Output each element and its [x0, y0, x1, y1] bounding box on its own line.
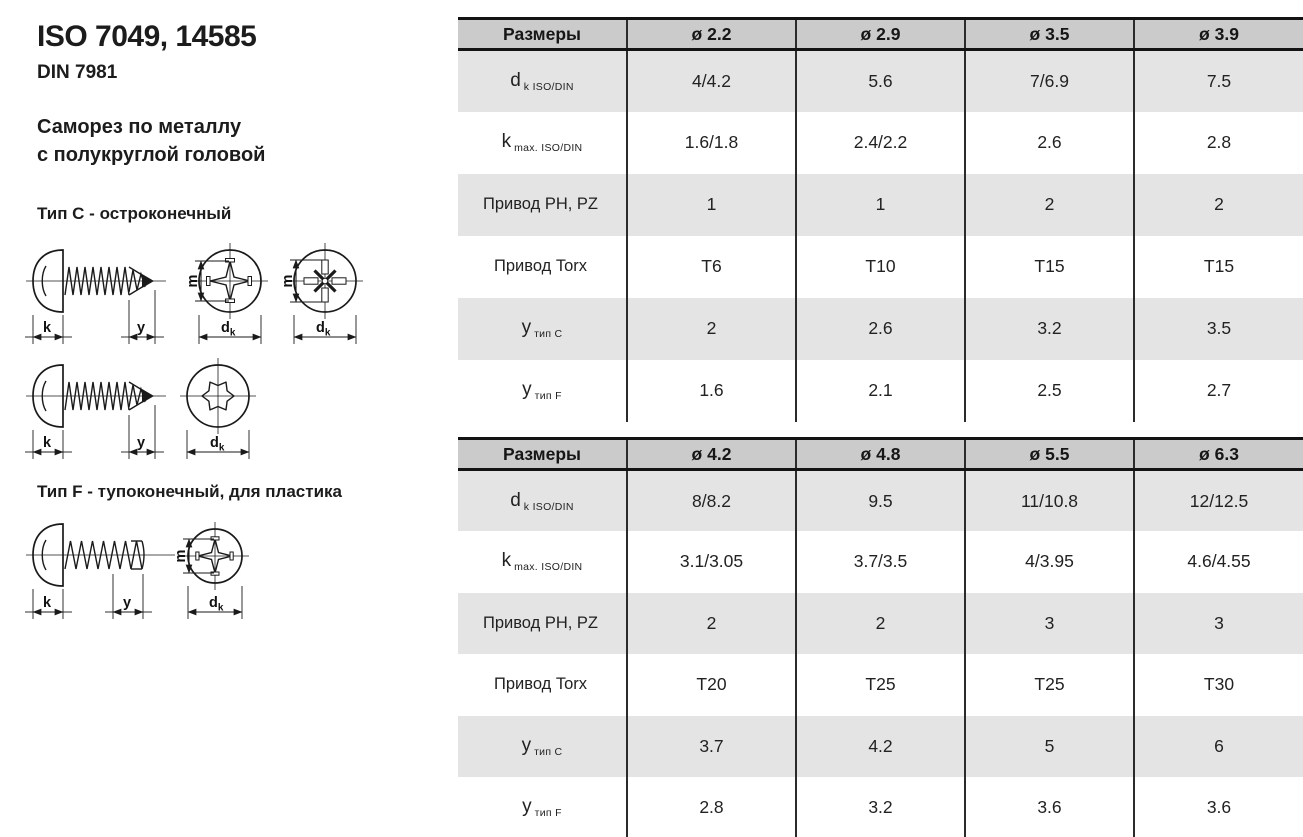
value-cell: 2.6	[965, 112, 1134, 174]
value-cell: 2	[627, 593, 796, 655]
dim-label-m: m	[280, 274, 296, 288]
row-label: Привод PH, PZ	[458, 174, 627, 236]
type-f-drawing	[25, 516, 250, 624]
row-label: Привод Torx	[458, 654, 627, 716]
dim-label-m: m	[185, 274, 201, 288]
header-diameter: ø 4.8	[796, 439, 965, 470]
dim-label-k: k	[43, 595, 52, 611]
dim-label-k: k	[43, 320, 52, 336]
dim-label-k: k	[43, 435, 52, 451]
value-cell: 9.5	[796, 470, 965, 532]
table-row-kmax	[458, 112, 1303, 174]
table-row-y-type-c	[458, 298, 1303, 360]
dimension-dk-pz	[294, 315, 356, 344]
row-label: d $_{k ISO/DIN}$	[458, 50, 627, 112]
value-cell: 3	[965, 593, 1134, 655]
table-header-row	[458, 19, 1303, 50]
value-cell: T25	[965, 654, 1134, 716]
row-label: k $_{max. ISO/DIN}$	[458, 112, 627, 174]
row-label: Привод Torx	[458, 236, 627, 298]
dim-label-y: y	[137, 320, 146, 336]
value-cell: 1.6	[627, 360, 796, 422]
header-sizes: Размеры	[458, 439, 627, 470]
blunt-screw-side-view-icon	[26, 524, 175, 586]
header-diameter: ø 3.5	[965, 19, 1134, 50]
row-label: Привод PH, PZ	[458, 593, 627, 655]
ph-recess-head-icon	[192, 243, 268, 319]
table-row-drive-torx	[458, 654, 1303, 716]
row-label: d $_{k ISO/DIN}$	[458, 470, 627, 532]
dim-label-m: m	[173, 549, 189, 563]
table-row-dk	[458, 470, 1303, 532]
page-title: ISO 7049, 14585	[37, 20, 257, 53]
value-cell: 2	[1134, 174, 1303, 236]
dimension-dk	[188, 586, 242, 619]
value-cell: 3.6	[1134, 777, 1303, 837]
dimensions-table-small	[458, 17, 1303, 422]
product-line2: с полукруглой головой	[37, 144, 266, 166]
dim-label-dk: $d_k$	[209, 595, 224, 614]
value-cell: 3.7	[627, 716, 796, 778]
value-cell: T6	[627, 236, 796, 298]
value-cell: 2.6	[796, 298, 965, 360]
table-row-y-type-f	[458, 777, 1303, 837]
product-line1: Саморез по металлу	[37, 116, 242, 138]
value-cell: 1	[627, 174, 796, 236]
value-cell: 4.2	[796, 716, 965, 778]
value-cell: 1	[796, 174, 965, 236]
row-label: у $_{тип C}$	[458, 716, 627, 778]
dim-label-dk: $d_k$	[221, 320, 236, 339]
value-cell: 8/8.2	[627, 470, 796, 532]
header-diameter: ø 4.2	[627, 439, 796, 470]
dim-label-y: y	[137, 435, 146, 451]
value-cell: 2	[627, 298, 796, 360]
value-cell: 1.6/1.8	[627, 112, 796, 174]
row-label: k $_{max. ISO/DIN}$	[458, 531, 627, 593]
value-cell: 2.7	[1134, 360, 1303, 422]
dimension-dk-torx	[187, 430, 249, 459]
table-header-row	[458, 439, 1303, 470]
value-cell: 7.5	[1134, 50, 1303, 112]
value-cell: 3.7/3.5	[796, 531, 965, 593]
header-diameter: ø 3.9	[1134, 19, 1303, 50]
type-f-heading: Тип F - тупоконечный, для пластика	[37, 482, 342, 501]
value-cell: 2.4/2.2	[796, 112, 965, 174]
table-row-drive-torx	[458, 236, 1303, 298]
row-label: у $_{тип F}$	[458, 360, 627, 422]
dim-label-dk: $d_k$	[210, 435, 225, 454]
ph-recess-head-icon	[181, 522, 249, 590]
value-cell: 2.1	[796, 360, 965, 422]
type-c-drawing-row1	[25, 240, 365, 355]
value-cell: T30	[1134, 654, 1303, 716]
table-row-drive-ph-pz	[458, 593, 1303, 655]
value-cell: 3.2	[965, 298, 1134, 360]
value-cell: 3.5	[1134, 298, 1303, 360]
table-row-drive-ph-pz	[458, 174, 1303, 236]
screw-side-view-icon	[26, 365, 166, 427]
value-cell: 3.1/3.05	[627, 531, 796, 593]
row-label: у $_{тип F}$	[458, 777, 627, 837]
dimension-k	[25, 589, 72, 619]
row-label: у $_{тип C}$	[458, 298, 627, 360]
value-cell: 4/4.2	[627, 50, 796, 112]
value-cell: T20	[627, 654, 796, 716]
product-name	[37, 113, 265, 169]
value-cell: 2	[796, 593, 965, 655]
dim-label-y: y	[123, 595, 132, 611]
dim-label-dk: $d_k$	[316, 320, 331, 339]
value-cell: 12/12.5	[1134, 470, 1303, 532]
table-row-dk	[458, 50, 1303, 112]
value-cell: T15	[965, 236, 1134, 298]
value-cell: 5	[965, 716, 1134, 778]
value-cell: 3.6	[965, 777, 1134, 837]
torx-head-icon	[180, 358, 256, 434]
value-cell: 5.6	[796, 50, 965, 112]
header-diameter: ø 2.9	[796, 19, 965, 50]
dimension-dk-ph	[199, 315, 261, 344]
value-cell: 2.8	[1134, 112, 1303, 174]
type-c-heading: Тип C - остроконечный	[37, 204, 232, 223]
dimensions-table-large	[458, 437, 1303, 837]
value-cell: 3	[1134, 593, 1303, 655]
header-diameter: ø 6.3	[1134, 439, 1303, 470]
value-cell: 3.2	[796, 777, 965, 837]
table-row-y-type-c	[458, 716, 1303, 778]
value-cell: T10	[796, 236, 965, 298]
dimension-y	[121, 405, 164, 459]
value-cell: 2.8	[627, 777, 796, 837]
value-cell: 11/10.8	[965, 470, 1134, 532]
screw-side-view-icon	[26, 250, 166, 312]
dimension-k	[25, 315, 72, 344]
value-cell: 4/3.95	[965, 531, 1134, 593]
value-cell: 2.5	[965, 360, 1134, 422]
dimension-y	[105, 574, 152, 619]
header-sizes: Размеры	[458, 19, 627, 50]
value-cell: T15	[1134, 236, 1303, 298]
type-c-drawing-row2	[25, 358, 265, 462]
standard-din: DIN 7981	[37, 62, 118, 83]
table-row-kmax	[458, 531, 1303, 593]
dimension-k	[25, 430, 72, 459]
header-diameter: ø 2.2	[627, 19, 796, 50]
value-cell: T25	[796, 654, 965, 716]
value-cell: 6	[1134, 716, 1303, 778]
value-cell: 2	[965, 174, 1134, 236]
value-cell: 4.6/4.55	[1134, 531, 1303, 593]
dimension-y	[121, 290, 164, 344]
table-row-y-type-f	[458, 360, 1303, 422]
header-diameter: ø 5.5	[965, 439, 1134, 470]
value-cell: 7/6.9	[965, 50, 1134, 112]
pz-recess-head-icon	[287, 243, 363, 319]
